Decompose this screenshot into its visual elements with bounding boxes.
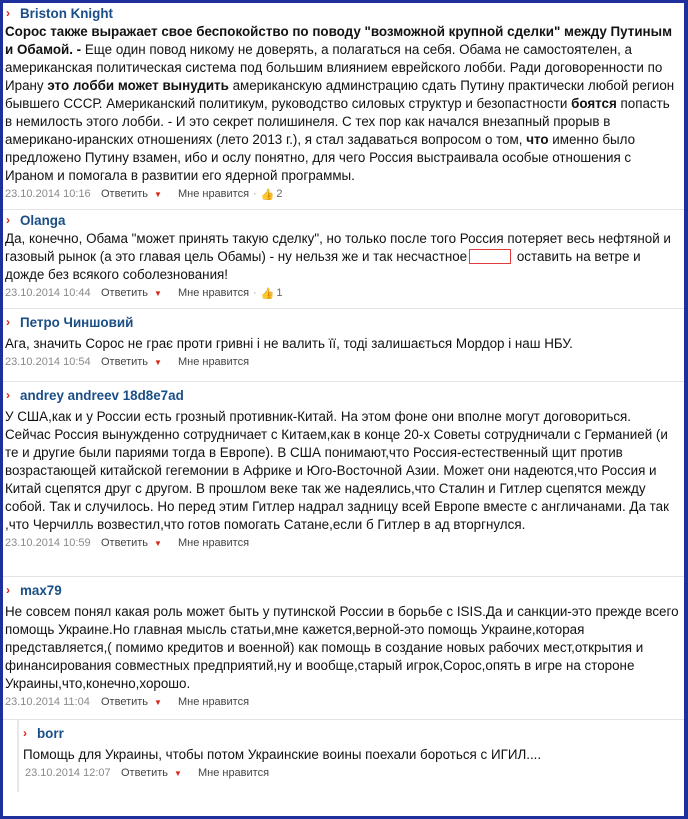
like-button[interactable]: Мне нравится [197,767,270,779]
chevron-right-icon: › [6,315,10,329]
reply-button[interactable]: Ответить [101,696,149,708]
comment-text-bold: боятся [571,96,617,111]
comment-date: 23.10.2014 10:59 [5,537,91,549]
comment-reply-item [17,720,684,792]
separator-dot: · [253,188,257,200]
comment-text-part: Еще один повод никому не доверять, а полагаться на себя. Обама не самостоятелен, а американская политическая система под большим влиянием еврейского лобби. Ради договоренности по Ирану [5,42,663,93]
chevron-right-icon: › [6,388,10,402]
comment-text: Помощь для Украины, чтобы потом Украинские воины поехали бороться с ИГИЛ.... [23,747,542,762]
thumbs-up-icon: 👍 [260,287,275,300]
reply-button[interactable]: Ответить [101,287,149,299]
comment-text: Ага, значить Сорос не грає проти гривні і не валить її, тоді залишається Мордор і наш НБУ. [5,336,573,351]
comment-date: 23.10.2014 12:07 [25,767,111,779]
comment-text: У США,как и у России есть грозный противник-Китай. На этом фоне они вполне могут договориться. Сейчас Россия вынужденно сотрудничает с Китаем,как в конце 20-х Советы сотрудничали с Германией (и те и другие были париями тогда в Европе). В США понимают,что Россия-естественный щит против возрастающей китайской гегемонии в Африке и Юго-Восточной Азии. Может они надеются,что Россия и Китай сцепятся друг с другом. В прошлом веке так же надеялись,что Сталин и Гитлер сцепятся между собой. Так и случилось. Но перед этим Гитлер надрал задницу всей Европе вместе с англичанами. Да так ,что Черчилль возвестил,что готов помогать Сатане,если б Гитлер в ад вторгнулся. [5,409,669,532]
comment-text-part: попасть в немилость этого лобби. - И это секрет полишинеля. С тех пор как начался внезапный прорыв в американо-иранских отношениях (лето 2013 г.), я стал задаваться вопросом о том, [5,96,670,147]
like-button[interactable]: Мне нравится [177,188,250,200]
comment-meta [3,185,684,203]
caret-down-icon[interactable]: ▼ [154,357,162,367]
comment-item [3,3,684,210]
like-count: 1 [276,287,283,299]
reply-button[interactable]: Ответить [101,188,149,200]
like-button[interactable]: Мне нравится [177,696,250,708]
comment-item [3,309,684,382]
comment-meta [3,353,684,371]
comment-date: 23.10.2014 10:16 [5,188,91,200]
comment-author[interactable]: Olanga [20,212,66,228]
comment-text [3,230,684,284]
comment-date: 23.10.2014 10:44 [5,287,91,299]
comment-item [3,382,684,577]
comment-text: Не совсем понял какая роль может быть у путинской России в борьбе с ISIS.Да и санкции-это прежде всего помощь Украине.Но главная мысль статьи,мне кажется,верной-это помощь Украине,которая представляется,( помимо кредитов и военной) как помощь в создание новых рабочих мест,открытия и финансирования совместных предприятий,ну и вообще,старый игрок,Сорос,опять в игре на стороне Украины,что,конечно,хорошо. [5,604,679,691]
comment-item [3,210,684,309]
caret-down-icon[interactable]: ▼ [154,538,162,548]
comment-text-bold: что [526,132,549,147]
comment-header [3,309,684,335]
like-button[interactable]: Мне нравится [177,287,250,299]
comment-text-part: Да, конечно, Обама "может принять такую сделку", но только после того Россия потеряет весь нефтяной и газовый рынок (а это главая цель Обамы) - ну нельзя же и так несчастное [5,231,671,264]
caret-down-icon[interactable]: ▼ [154,697,162,707]
redacted-word-box [469,249,511,264]
comment-header [3,577,684,603]
comment-header [3,3,684,23]
like-count: 2 [276,188,283,200]
comment-author[interactable]: max79 [20,582,62,598]
caret-down-icon[interactable]: ▼ [154,288,162,298]
reply-button[interactable]: Ответить [101,537,149,549]
chevron-right-icon: › [6,583,10,597]
comment-author[interactable]: Петро Чиншовий [20,314,134,330]
comment-header [19,720,684,746]
comment-text [3,23,684,185]
comment-text-part: американскую админстрацию сдать Путину практически любой регион бывшего СССР. Американский политикум, руководство силовых структур и безопастности [5,78,675,111]
comment-item [3,577,684,720]
caret-down-icon[interactable]: ▼ [174,768,182,778]
comment-header [3,382,684,408]
chevron-right-icon: › [6,213,10,227]
comment-meta [3,284,684,302]
comment-author[interactable]: andrey andreev 18d8e7ad [20,387,184,403]
chevron-right-icon: › [23,726,27,740]
comment-text-bold: Сорос также выражает свое беспокойство по поводу "возможной крупной сделки" между Путиным и Обамой. - [5,24,672,57]
comment-date: 23.10.2014 11:04 [5,696,90,708]
separator-dot: · [253,287,257,299]
like-button[interactable]: Мне нравится [177,537,250,549]
reply-button[interactable]: Ответить [101,356,149,368]
thumbs-up-icon: 👍 [260,188,275,201]
comment-date: 23.10.2014 10:54 [5,356,91,368]
chevron-right-icon: › [6,6,10,20]
comment-header [3,210,684,230]
comment-text-part: именно было предложено Путину взамен, ибо и ослу понятно, для чего Россия выстраивала особые отношения с Ираном и помогала в развитии его ядерной программы. [5,132,636,183]
comment-text-part: оставить на ветре и дожде без всякого соболезнования! [5,249,641,282]
comment-meta [3,693,684,711]
reply-button[interactable]: Ответить [121,767,169,779]
comment-text-bold: это лобби может вынудить [47,78,229,93]
comment-author[interactable]: Briston Knight [20,5,113,21]
caret-down-icon[interactable]: ▼ [154,189,162,199]
comment-meta [3,534,684,552]
comment-author[interactable]: borr [37,725,64,741]
comment-meta [19,764,684,782]
like-button[interactable]: Мне нравится [177,356,250,368]
